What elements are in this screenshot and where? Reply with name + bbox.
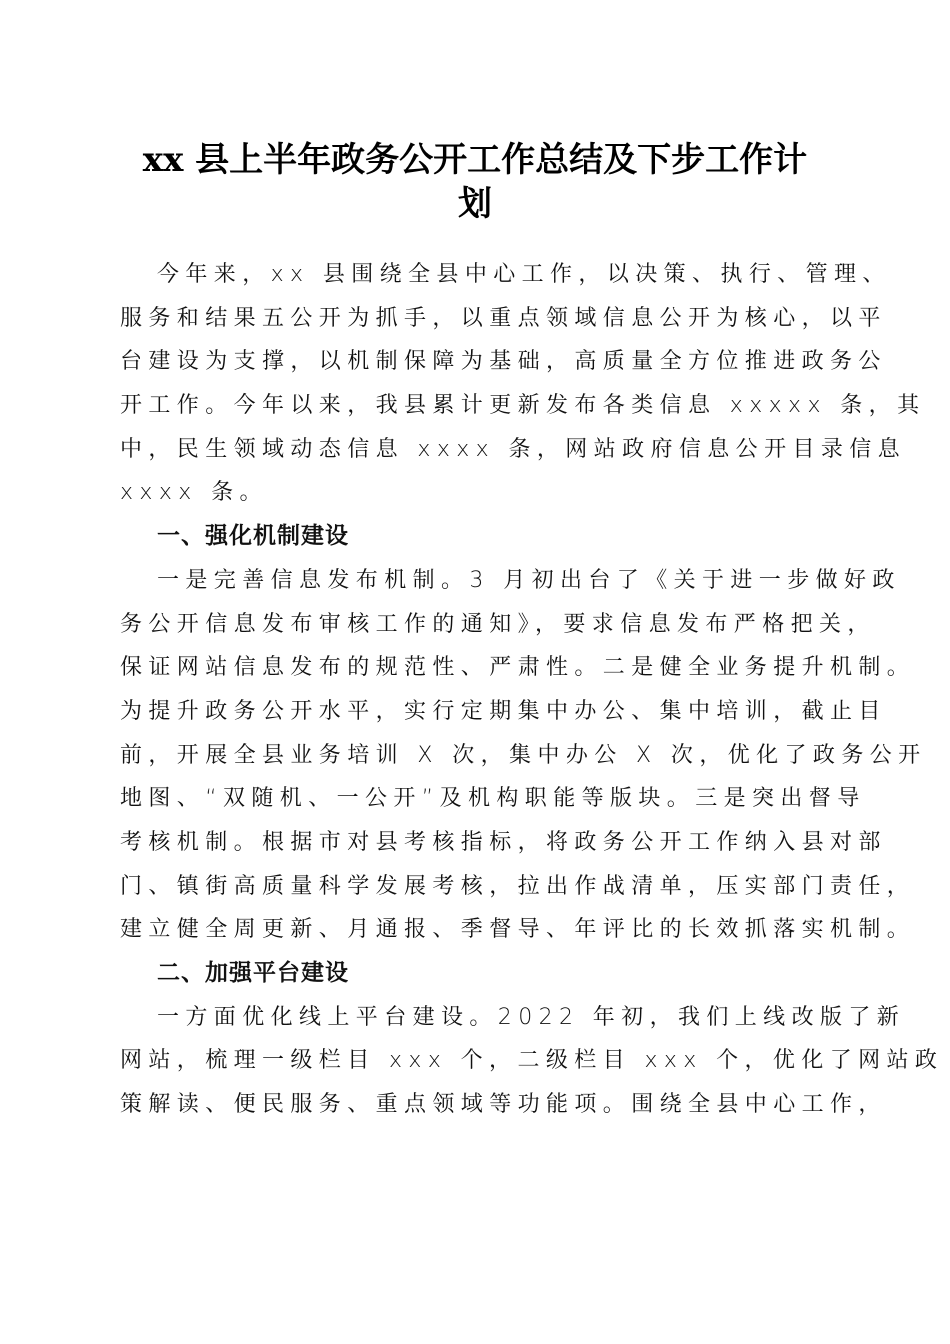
document-body — [120, 253, 944, 1127]
paragraph-line: 一方面优化线上平台建设。2022 年初，我们上线改版了新 — [157, 1004, 906, 1030]
paragraph-line: 为提升政务公开水平，实行定期集中办公、集中培训，截止目 — [120, 698, 887, 724]
paragraph-line: 开工作。今年以来，我县累计更新发布各类信息 xxxxx 条，其 — [120, 393, 926, 419]
paragraph-line-rest: 3 月初出台了《关于进一步做好政 — [469, 567, 901, 593]
paragraph-line: 策解读、便民服务、重点领域等功能项。围绕全县中心工作， — [120, 1092, 887, 1118]
paragraph-line: 地图、“双随机、一公开”及机构职能等版块。三是突出督导 — [120, 786, 866, 812]
paragraph-line: 服务和结果五公开为抓手，以重点领域信息公开为核心，以平 — [120, 305, 887, 331]
document-title — [100, 138, 850, 226]
paragraph-line — [120, 559, 901, 603]
paragraph-line: 门、镇街高质量科学发展考核，拉出作战清单，压实部门责任， — [120, 873, 916, 899]
paragraph-line: xxxx 条。 — [120, 480, 268, 506]
lead-phrase: 一是完善信息发布机制。 — [157, 567, 470, 593]
paragraph-line: 网站，梳理一级栏目 xxx 个，二级栏目 xxx 个，优化了网站政 — [120, 1048, 944, 1074]
intro-paragraph — [120, 253, 926, 515]
paragraph-line: 保证网站信息发布的规范性、严肃性。二是健全业务提升机制。 — [120, 655, 916, 681]
title-line-1: xx 县上半年政务公开工作总结及下步工作计 — [142, 140, 808, 180]
title-line-2: 划 — [458, 184, 492, 224]
section-1-paragraph — [120, 559, 927, 952]
section-heading-2: 二、加强平台建设 — [157, 960, 349, 986]
paragraph-line: 前，开展全县业务培训 X 次，集中办公 X 次，优化了政务公开 — [120, 742, 927, 768]
paragraph-line: 务公开信息发布审核工作的通知》，要求信息发布严格把关， — [120, 611, 876, 637]
paragraph-line: 台建设为支撑，以机制保障为基础，高质量全方位推进政务公 — [120, 349, 887, 375]
paragraph-line: 建立健全周更新、月通报、季督导、年评比的长效抓落实机制。 — [120, 917, 916, 943]
paragraph-line: 今年来，xx 县围绕全县中心工作，以决策、执行、管理、 — [157, 262, 891, 287]
section-heading-1: 一、强化机制建设 — [157, 523, 349, 550]
paragraph-line: 考核机制。根据市对县考核指标，将政务公开工作纳入县对部 — [120, 829, 887, 855]
section-2-paragraph — [120, 996, 944, 1127]
paragraph-line: 中，民生领域动态信息 xxxx 条，网站政府信息公开目录信息 — [120, 436, 907, 462]
